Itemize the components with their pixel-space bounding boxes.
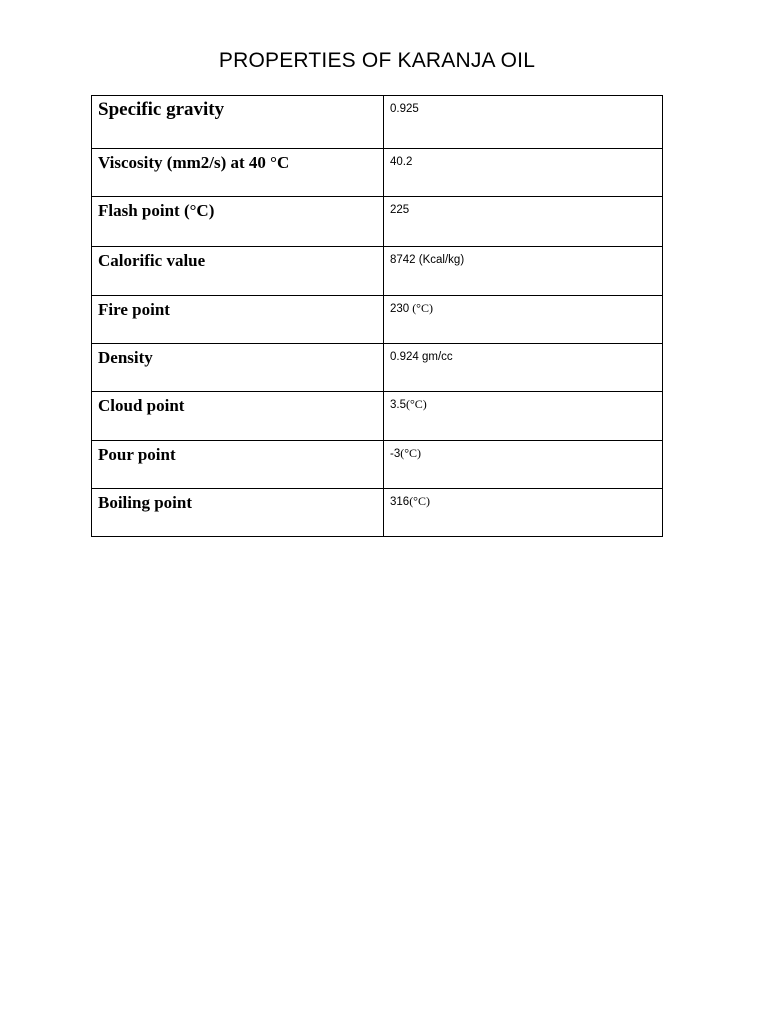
properties-table: [91, 95, 663, 537]
property-value-cell: [384, 96, 663, 149]
property-value: 225: [390, 204, 410, 216]
table-row: [92, 296, 663, 344]
property-name: Viscosity (mm2/s) at 40 °C: [92, 149, 384, 197]
page-title: PROPERTIES OF KARANJA OIL: [218, 49, 536, 72]
property-name: Cloud point: [92, 392, 384, 441]
table-row: [92, 489, 663, 537]
property-value: 8742 (Kcal/kg): [390, 254, 465, 266]
property-name: Fire point: [92, 296, 384, 344]
property-unit: (°C): [409, 301, 433, 315]
property-name: Specific gravity: [92, 96, 384, 149]
property-name: Calorific value: [92, 247, 384, 296]
property-value-cell: [384, 344, 663, 392]
table-row: [92, 392, 663, 441]
property-value: 0.925: [390, 103, 419, 115]
property-value: 0.924 gm/cc: [390, 351, 453, 363]
table-row: [92, 197, 663, 247]
table-row: [92, 149, 663, 197]
property-value: 230: [390, 303, 410, 315]
property-unit: (°C): [406, 397, 427, 411]
property-value: 316: [390, 496, 410, 508]
property-unit: (°C): [409, 494, 430, 508]
property-value-cell: [384, 489, 663, 537]
property-value-cell: [384, 392, 663, 441]
property-value-cell: [384, 197, 663, 247]
table-row: [92, 96, 663, 149]
property-value-cell: [384, 441, 663, 489]
property-name: Pour point: [92, 441, 384, 489]
property-value-cell: [384, 247, 663, 296]
property-value-cell: [384, 296, 663, 344]
property-unit: (°C): [400, 446, 422, 460]
property-value-cell: [384, 149, 663, 197]
table-row: [92, 344, 663, 392]
property-value: 3.5: [390, 399, 406, 411]
property-value: -3: [390, 448, 401, 460]
property-name: Flash point (°C): [92, 197, 384, 247]
property-name: Boiling point: [92, 489, 384, 537]
property-name: Density: [92, 344, 384, 392]
table-row: [92, 247, 663, 296]
table-row: [92, 441, 663, 489]
property-value: 40.2: [390, 156, 413, 168]
